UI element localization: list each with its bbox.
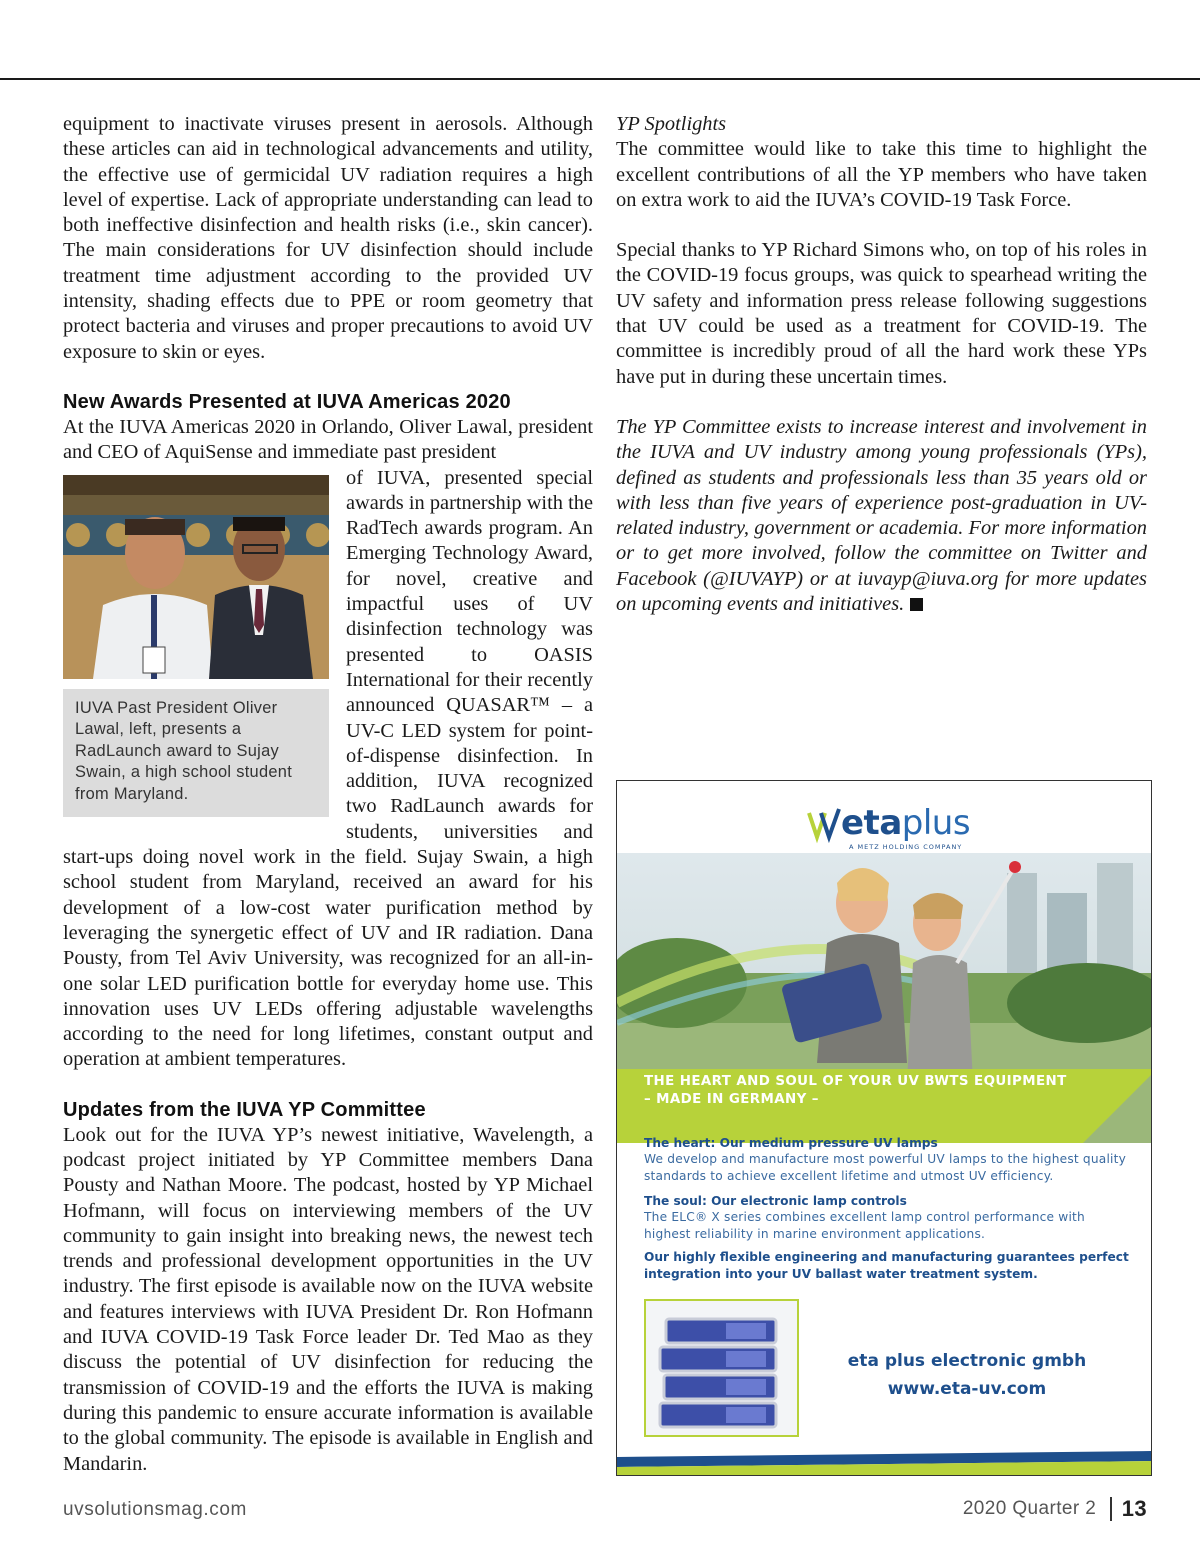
left-column xyxy=(63,112,593,1477)
ad-company-block xyxy=(817,1347,1117,1403)
ad-heart-heading: The heart: Our medium pressure UV lamps xyxy=(644,1136,938,1150)
ad-soul-text: The ELC® X series combines excellent lamp control performance with highest reliability in marine environment applications. xyxy=(644,1210,1085,1241)
eta-plus-wordmark: etaplus xyxy=(841,803,971,843)
photo-figure xyxy=(63,475,329,818)
ad-band-line-1: THE HEART AND SOUL OF YOUR UV BWTS EQUIPMENT xyxy=(644,1074,1067,1089)
footer-issue-block xyxy=(963,1496,1147,1522)
ad-soul-block xyxy=(644,1193,1134,1243)
top-rule xyxy=(0,78,1200,80)
committee-note-text: The YP Committee exists to increase interest and involvement in the IUVA and UV industry among young professionals (YPs), defined as students and professionals less than 35 years old or with less than five years of experience post-graduation in UV-related industry, government or academia. For more information or to get more involved, follow the committee on Twitter and Facebook (@IUVAYP) or at iuvayp@iuva.org for more updates on upcoming events and initiatives. xyxy=(616,415,1147,616)
intro-paragraph: equipment to inactivate viruses present in aerosols. Although these articles can aid in technological advancements and utility, the effective use of germicidal UV radiation requires a high level of expertise. Lack of appropriate understanding can lead to both ineffective disinfection and health risks (i.e., skin cancer). The main considerations for UV disinfection should include treatment time adjustment according to the provided UV intensity, shading effects due to PPE or room geometry that protect bacteria and viruses and proper precautions to avoid UV exposure to skin or eyes. xyxy=(63,113,593,363)
footer-site: uvsolutionsmag.com xyxy=(63,1499,247,1520)
eta-plus-advertisement[interactable] xyxy=(616,780,1152,1476)
spotlights-paragraph-2: Special thanks to YP Richard Simons who, on top of his roles in the COVID-19 focus groups, was quick to spearhead writing the UV safety and information press release following suggestions that UV could be used as a treatment for COVID-19. The committee is incredibly proud of all the hard work these YPs have put in during these uncertain times. xyxy=(616,239,1147,388)
page-number: 13 xyxy=(1121,1496,1147,1521)
ad-website-link[interactable]: www.eta-uv.com xyxy=(887,1379,1047,1399)
ad-heart-block xyxy=(644,1135,1134,1185)
yp-body: Look out for the IUVA YP’s newest initiative, Wavelength, a podcast project initiated by YP Committee members Dana Pousty and Nathan Moore. The podcast, hosted by YP Michael Hofmann, will focus on interviewing members of the UV community to gain insight into breaking news, the newest tech trends and professional development opportunities in the UV industry. The first episode is available now on the IUVA website and features interviews with IUVA President Dr. Ron Hofmann and IUVA COVID-19 Task Force leader Dr. Ted Mao as they discuss the potential of UV disinfection for reducing the transmission of COVID-19 and the efforts the IUVA is making during this pandemic to ensure accurate information is available to the global community. The episode is available in English and Mandarin. xyxy=(63,1123,593,1475)
lamp-controller-stack-icon xyxy=(646,1301,797,1435)
end-mark-icon xyxy=(910,598,923,611)
awards-heading: New Awards Presented at IUVA Americas 2020 xyxy=(63,390,511,413)
eta-plus-logo xyxy=(617,795,1152,855)
ad-guarantee-block xyxy=(644,1249,1134,1283)
committee-note xyxy=(616,415,1147,617)
awards-body-wrap xyxy=(63,466,593,1073)
spotlights-paragraph-1: The committee would like to take this time to highlight the excellent contributions of all the YP members who have taken on extra work to aid the IUVA’s COVID-19 Task Force. xyxy=(616,138,1147,211)
footer-separator xyxy=(1110,1497,1112,1521)
awards-lead: At the IUVA Americas 2020 in Orlando, Oliver Lawal, president and CEO of AquiSense and immediate past president xyxy=(63,415,593,464)
awards-body: of IUVA, presented special awards in partnership with the RadTech awards program. An Emerging Technology Award, for novel, creative and impactful uses of UV disinfection technology was presented to OASIS International for their recently announced QUASAR™ – a UV-C LED system for point-of-dispense disinfection. In addition, IUVA recognized two RadLaunch awards for students, universities and start-ups doing novel work in the field. Sujay Swain, a high school student from Maryland, received an award for his development of a low-cost water purification method by leveraging the synergetic effect of UV and IR radiation. Dana Pousty, from Tel Aviv University, was recognized for an all-in-one solar LED purification bottle for everyday home use. This innovation uses UV LEDs offering adjustable wavelengths according to the need for long lifetimes, constant output and operation at ambient temperatures. xyxy=(63,466,593,1071)
yp-heading: Updates from the IUVA YP Committee xyxy=(63,1098,426,1121)
ad-company-name: eta plus electronic gmbh xyxy=(847,1351,1087,1371)
ad-guarantee-text: Our highly flexible engineering and manufacturing guarantees perfect integration into your UV ballast water treatment system. xyxy=(644,1250,1129,1281)
ad-product-image xyxy=(644,1299,799,1437)
spotlights-title: YP Spotlights xyxy=(616,113,727,135)
ad-band-text xyxy=(644,1073,1074,1109)
ad-heart-text: We develop and manufacture most powerful UV lamps to the highest quality standards to achieve excellent lifetime and utmost UV efficiency. xyxy=(644,1152,1127,1183)
photo-caption: IUVA Past President Oliver Lawal, left, presents a RadLaunch award to Sujay Swain, a high school student from Maryland. xyxy=(63,689,329,818)
right-column xyxy=(616,112,1147,617)
award-photo xyxy=(63,475,329,679)
ad-band-line-2: – MADE IN GERMANY – xyxy=(644,1092,819,1107)
footer-issue: 2020 Quarter 2 xyxy=(962,1498,1097,1519)
ad-soul-heading: The soul: Our electronic lamp controls xyxy=(644,1194,907,1208)
eta-plus-tagline: A METZ HOLDING COMPANY xyxy=(849,843,963,851)
ad-footer-stripes xyxy=(617,1451,1152,1476)
